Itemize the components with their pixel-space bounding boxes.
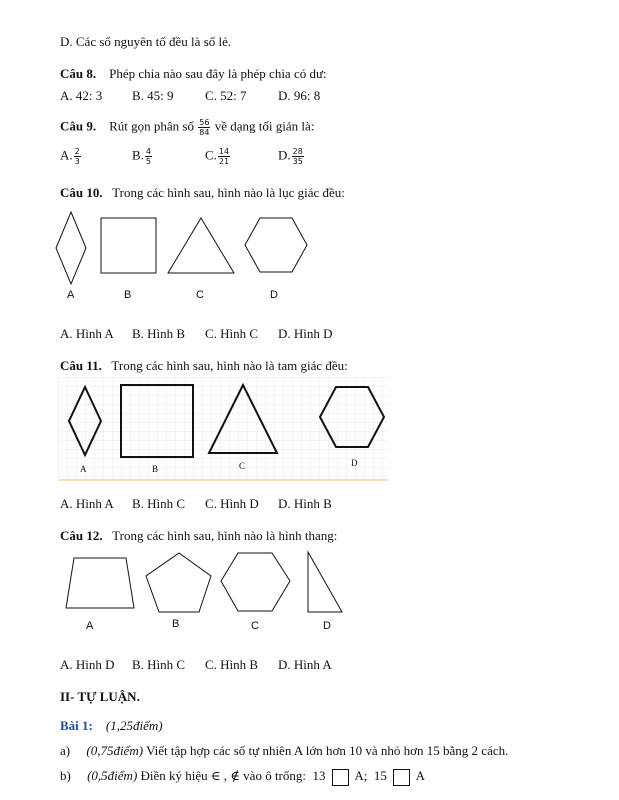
q9-b-num: 4 (145, 147, 152, 156)
q11-label-c: C (239, 461, 246, 471)
q10-option-c: C. Hình C (205, 326, 259, 341)
q9-a-letter: A. (60, 147, 73, 163)
q9-d-den: 35 (292, 157, 303, 166)
q10-label-d: D (270, 289, 278, 301)
q10-shape-a-rhombus (56, 212, 86, 284)
q8-question (60, 66, 327, 82)
q9-option-c (205, 147, 231, 166)
q12-shape-a-trapezoid (66, 558, 134, 608)
section-title: II- TỰ LUẬN. (60, 689, 140, 704)
q9-d-num: 28 (292, 147, 303, 156)
q9-c-den: 21 (218, 157, 230, 166)
q11-question (60, 358, 348, 374)
bai1-label: Bài 1: (60, 718, 93, 733)
bai1-b-set-2: A (415, 768, 425, 783)
q10-option-a: A. Hình A (60, 326, 114, 341)
q12-option-b: B. Hình C (132, 657, 186, 672)
q10-option-d: D. Hình D (278, 326, 333, 341)
q10-label-a: A (67, 289, 75, 301)
q12-shape-b-pentagon (146, 553, 211, 612)
q9-a-den: 3 (74, 157, 80, 166)
q10-figures (0, 208, 619, 298)
q11-option-a: A. Hình A (60, 496, 114, 511)
q9-option-d (278, 147, 305, 166)
q11-option-d: D. Hình B (278, 496, 332, 511)
bai1-part-b (60, 768, 425, 786)
q9-b-den: 5 (145, 157, 152, 166)
q9-text-after: về dạng tối giản là: (214, 118, 315, 134)
bai1-points: (1,25điểm) (105, 718, 163, 733)
q9-question (60, 118, 314, 137)
q9-c-num: 14 (218, 147, 230, 156)
q12-figures (0, 548, 619, 623)
q11-option-c: C. Hình D (205, 496, 259, 511)
q12-label-a: A (86, 620, 94, 632)
answer-box-1[interactable] (332, 769, 349, 786)
q7-option-d: D. Các số nguyên tố đều là số lẻ. (60, 34, 232, 49)
q8-text: Phép chia nào sau đây là phép chia có dư: (109, 66, 327, 81)
q11-label: Câu 11. (60, 358, 102, 373)
q9-c-frac (218, 147, 230, 166)
q8-option-c: C. 52: 7 (205, 88, 247, 103)
bai1-a-points: (0,75điểm) (86, 743, 144, 758)
q9-text-before: Rút gọn phân số (109, 118, 194, 134)
q10-label-c: C (196, 289, 204, 301)
q8-label: Câu 8. (60, 66, 97, 81)
q12-label-c: C (251, 620, 259, 632)
q9-d-letter: D. (278, 147, 291, 163)
bai1-b-label: b) (60, 768, 71, 783)
q10-question (60, 185, 345, 201)
q9-b-letter: B. (132, 147, 144, 163)
q12-shape-d-right-triangle (308, 552, 342, 612)
q8-option-a: A. 42: 3 (60, 88, 103, 103)
q11-label-a: A (80, 464, 87, 474)
bai1-b-points: (0,5điểm) (87, 768, 138, 783)
q9-option-b (132, 147, 153, 166)
bai1-b-num-13: 13 (312, 768, 326, 783)
q10-label-b: B (124, 289, 132, 301)
q12-shape-c-hexagon (221, 553, 290, 611)
bai1-b-set-1: A; (354, 768, 368, 783)
q12-label-b: B (172, 618, 180, 630)
bai1-heading (60, 718, 163, 734)
q9-a-frac (74, 147, 81, 166)
q12-option-a: A. Hình D (60, 657, 115, 672)
bai1-a-text: Viết tập hợp các số tự nhiên A lớn hơn 10 và nhỏ hơn 15 bằng 2 cách. (146, 743, 509, 758)
q9-c-letter: C. (205, 147, 217, 163)
q10-shape-d-hexagon (245, 218, 307, 272)
answer-box-2[interactable] (393, 769, 410, 786)
q9-fraction (198, 118, 210, 137)
q11-option-b: B. Hình C (132, 496, 186, 511)
q11-figures (58, 377, 388, 481)
q9-option-a (60, 147, 82, 166)
q8-option-d: D. 96: 8 (278, 88, 321, 103)
q9-a-num: 2 (74, 147, 80, 156)
q11-text: Trong các hình sau, hình nào là tam giác đều: (111, 358, 348, 373)
q11-grid-background (58, 377, 388, 481)
q8-option-b: B. 45: 9 (132, 88, 174, 103)
bai1-a-label: a) (60, 743, 71, 758)
q12-option-d: D. Hình A (278, 657, 332, 672)
bai1-part-a (60, 743, 508, 759)
bai1-b-num-15: 15 (373, 768, 387, 783)
q12-option-c: C. Hình B (205, 657, 259, 672)
q10-text: Trong các hình sau, hình nào là lục giác đều: (112, 185, 345, 200)
q9-b-frac (145, 147, 152, 166)
q10-label: Câu 10. (60, 185, 103, 200)
q9-d-frac (292, 147, 304, 166)
q11-label-d: D (351, 458, 358, 468)
q9-label: Câu 9. (60, 118, 97, 134)
q9-frac-num: 56 (199, 118, 210, 127)
q10-shape-b-square (101, 218, 156, 273)
q11-label-b: B (152, 464, 159, 474)
q10-shape-c-triangle (168, 218, 234, 273)
q12-label-d: D (323, 620, 331, 632)
q12-text: Trong các hình sau, hình nào là hình thang: (112, 528, 338, 543)
q10-option-b: B. Hình B (132, 326, 186, 341)
q12-question (60, 528, 337, 544)
q9-frac-den: 84 (199, 128, 210, 137)
q12-label: Câu 12. (60, 528, 103, 543)
bai1-b-text: Điền ký hiệu ∈ , ∉ vào ô trống: (140, 768, 307, 783)
